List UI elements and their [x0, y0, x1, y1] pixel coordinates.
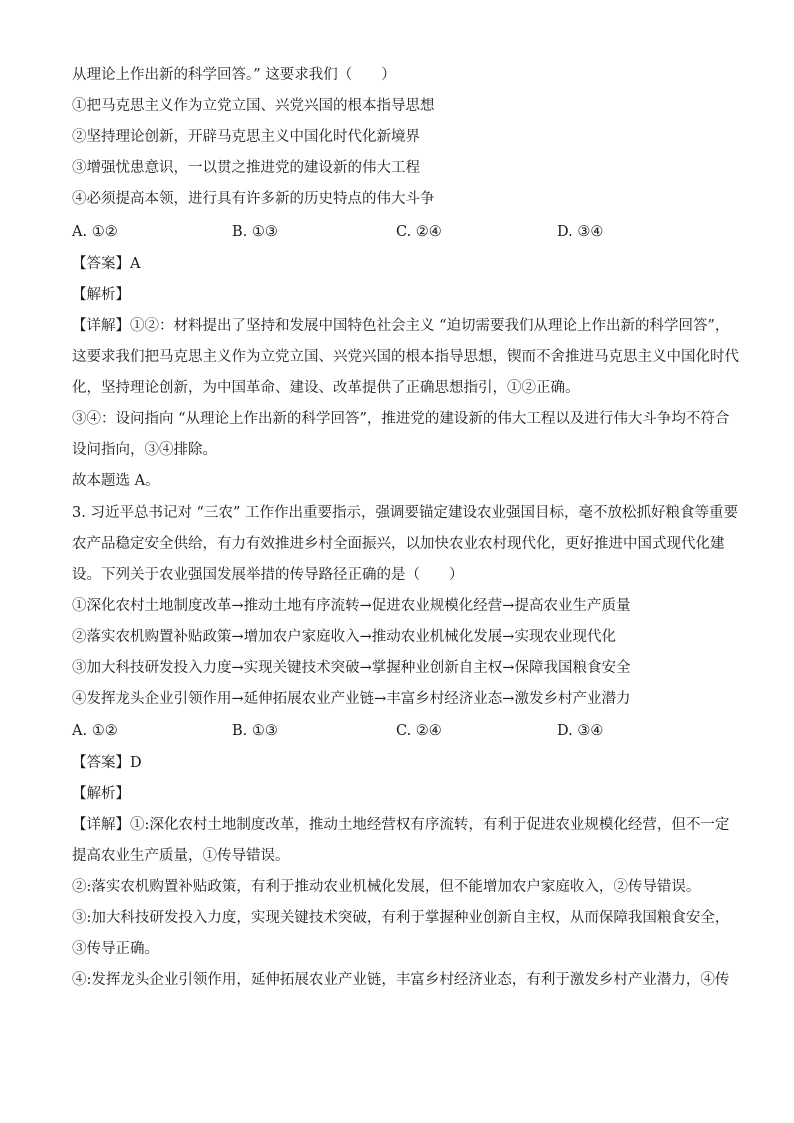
q3-stem-line-1: 3. 习近平总书记对 “三农” 工作作出重要指示，强调要锚定建设农业强国目标，毫不放松抓好粮食等重要: [72, 505, 738, 521]
q2-detail-line-5: 设问指向，③④排除。: [72, 442, 217, 458]
q3-detail-text-1: ①:深化农村土地制度改革，推动土地经营权有序流转，有利于促进农业规模化经营，但不一定: [130, 817, 730, 833]
q3-analysis-tag: 【解析】: [72, 786, 130, 802]
q2-option-a: A. ①②: [72, 224, 118, 240]
q2-statement-4: ④必须提高本领，进行具有许多新的历史特点的伟大斗争: [72, 191, 435, 207]
q3-detail-line-5: ③传导正确。: [72, 941, 159, 957]
q2-detail-line-4: ③④：设问指向 “从理论上作出新的科学回答”，推进党的建设新的伟大工程以及进行伟大斗争均不符合: [72, 411, 730, 427]
q2-answer-value: A: [130, 256, 141, 272]
q3-option-c: C. ②④: [396, 723, 442, 739]
q2-statement-2: ②坚持理论创新，开辟马克思主义中国化时代化新境界: [72, 129, 420, 145]
q3-statement-1: ①深化农村土地制度改革→推动土地有序流转→促进农业规模化经营→提高农业生产质量: [72, 598, 631, 614]
q2-detail-text-1: ①②：材料提出了坚持和发展中国特色社会主义 “迫切需要我们从理论上作出新的科学回答”，: [130, 318, 730, 334]
q2-option-b: B. ①③: [232, 224, 278, 240]
q3-detail-tag: 【详解】: [72, 817, 130, 833]
q3-option-b: B. ①③: [232, 723, 278, 739]
q2-answer-tag: 【答案】: [72, 256, 130, 272]
q2-option-c: C. ②④: [396, 224, 442, 240]
q3-detail-line-4: ③:加大科技研发投入力度，实现关键技术突破，有利于掌握种业创新自主权，从而保障我国粮食安全，: [72, 910, 730, 926]
q3-stem-line-3: 设。下列关于农业强国发展举措的传导路径正确的是（ ）: [72, 567, 464, 583]
q3-answer-line: [72, 753, 722, 773]
q3-detail-line-6: ④:发挥龙头企业引领作用，延伸拓展农业产业链，丰富乡村经济业态，有利于激发乡村产业潜力，④传: [72, 972, 730, 988]
q3-option-d: D. ③④: [557, 723, 604, 739]
q3-detail-line-3: ②:落实农机购置补贴政策，有利于推动农业机械化发展，但不能增加农户家庭收入，②传导错误。: [72, 879, 701, 895]
q2-detail-tag: 【详解】: [72, 318, 130, 334]
q3-stem-line-2: 农产品稳定安全供给，有力有效推进乡村全面振兴，以加快农业农村现代化，更好推进中国式现代化建: [72, 536, 725, 552]
q3-answer-tag: 【答案】: [72, 755, 130, 771]
q2-detail-line-1: [72, 316, 730, 336]
q2-answer-line: [72, 254, 722, 274]
q2-option-d: D. ③④: [557, 224, 604, 240]
q3-option-a: A. ①②: [72, 723, 118, 739]
q3-statement-4: ④发挥龙头企业引领作用→延伸拓展农业产业链→丰富乡村经济业态→激发乡村产业潜力: [72, 691, 631, 707]
q3-statement-2: ②落实农机购置补贴政策→增加农户家庭收入→推动农业机械化发展→实现农业现代化: [72, 629, 616, 645]
q2-conclusion: 故本题选 A。: [72, 473, 160, 489]
q2-detail-line-3: 化，坚持理论创新，为中国革命、建设、改革提供了正确思想指引，①②正确。: [72, 380, 580, 396]
q2-analysis-tag: 【解析】: [72, 287, 130, 303]
q2-statement-1: ①把马克思主义作为立党立国、兴党兴国的根本指导思想: [72, 98, 435, 114]
q3-answer-value: D: [130, 755, 142, 771]
q3-detail-line-2: 提高农业生产质量，①传导错误。: [72, 848, 290, 864]
q2-detail-line-2: 这要求我们把马克思主义作为立党立国、兴党兴国的根本指导思想，锲而不舍推进马克思主义中国化时代: [72, 349, 739, 365]
q2-stem-end: 从理论上作出新的科学回答。” 这要求我们（ ）: [72, 67, 396, 83]
q2-statement-3: ③增强忧患意识，一以贯之推进党的建设新的伟大工程: [72, 160, 420, 176]
q3-statement-3: ③加大科技研发投入力度→实现关键技术突破→掌握种业创新自主权→保障我国粮食安全: [72, 660, 631, 676]
q3-detail-line-1: [72, 815, 730, 835]
